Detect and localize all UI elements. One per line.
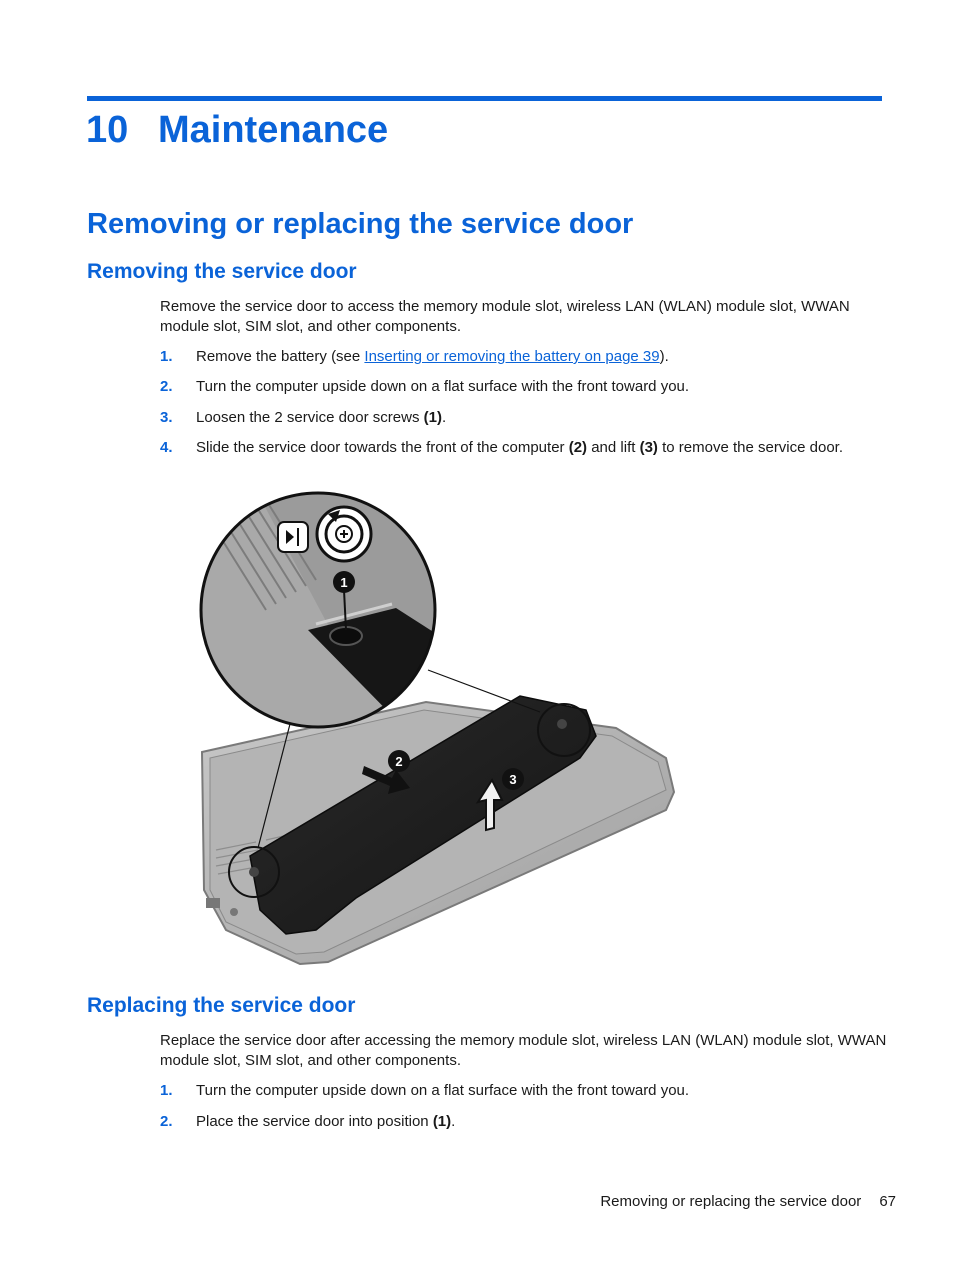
removing-step-1 xyxy=(160,347,890,367)
removing-intro: Remove the service door to access the memory module slot, wireless LAN (WLAN) module slot, WWAN module slot, SIM slot, and other components. xyxy=(160,298,850,335)
step-text-mid: and lift xyxy=(587,439,640,456)
callout-1-label: 1 xyxy=(340,575,348,590)
step-text-post: . xyxy=(441,409,447,426)
callout-2-label: 2 xyxy=(395,754,403,769)
replacing-heading: Replacing the service door xyxy=(87,994,356,1017)
page-number: 67 xyxy=(879,1193,896,1210)
callout-3-label: 3 xyxy=(509,772,517,787)
removing-heading: Removing the service door xyxy=(87,260,357,283)
step-text xyxy=(196,408,890,428)
removing-step-4 xyxy=(160,438,890,458)
service-door-illustration xyxy=(196,490,676,968)
removing-step-3 xyxy=(160,408,890,428)
step-callout-ref: (2) xyxy=(568,439,588,456)
section-title: Removing or replacing the service door xyxy=(87,208,634,240)
step-text-pre: Place the service door into position xyxy=(196,1113,433,1130)
step-text-pre: Loosen the 2 service door screws xyxy=(196,409,424,426)
step-number: 2. xyxy=(160,378,173,395)
step-text: Turn the computer upside down on a flat surface with the front toward you. xyxy=(196,378,690,395)
door-screw xyxy=(557,719,567,729)
step-text: Turn the computer upside down on a flat surface with the front toward you. xyxy=(196,1082,690,1099)
step-text xyxy=(196,1112,890,1132)
page-footer xyxy=(600,1192,896,1211)
step-text-pre: Slide the service door towards the front of the computer xyxy=(196,439,569,456)
step-text-pre: Remove the battery (see xyxy=(196,348,365,365)
chapter-number: 10 xyxy=(86,109,129,151)
step-callout-ref: (3) xyxy=(639,439,658,456)
replacing-intro: Replace the service door after accessing the memory module slot, wireless LAN (WLAN) module slot, WWAN module slot, SIM slot, and other components. xyxy=(160,1032,887,1069)
battery-release-icon xyxy=(278,522,308,552)
chapter-title xyxy=(86,106,388,154)
step-text-post: ). xyxy=(659,348,669,365)
replacing-step-1 xyxy=(160,1081,890,1101)
screw-loosen-icon xyxy=(317,507,371,561)
step-number: 4. xyxy=(160,439,173,456)
removing-step-2 xyxy=(160,377,890,397)
step-text xyxy=(196,438,890,458)
step-text xyxy=(196,347,890,367)
replacing-step-2 xyxy=(160,1112,890,1132)
step-text-post: . xyxy=(451,1113,456,1130)
battery-section-link[interactable]: Inserting or removing the battery on page 39 xyxy=(364,348,660,365)
chapter-rule xyxy=(87,96,882,101)
step-number: 3. xyxy=(160,409,173,426)
step-number: 2. xyxy=(160,1113,173,1130)
step-number: 1. xyxy=(160,1082,173,1099)
door-screw xyxy=(249,867,259,877)
step-callout-ref: (1) xyxy=(432,1113,452,1130)
chapter-title-text: Maintenance xyxy=(158,109,389,151)
step-number: 1. xyxy=(160,348,173,365)
footer-section-title: Removing or replacing the service door xyxy=(600,1193,862,1210)
step-callout-ref: (1) xyxy=(423,409,442,426)
step-text-post: to remove the service door. xyxy=(657,439,844,456)
